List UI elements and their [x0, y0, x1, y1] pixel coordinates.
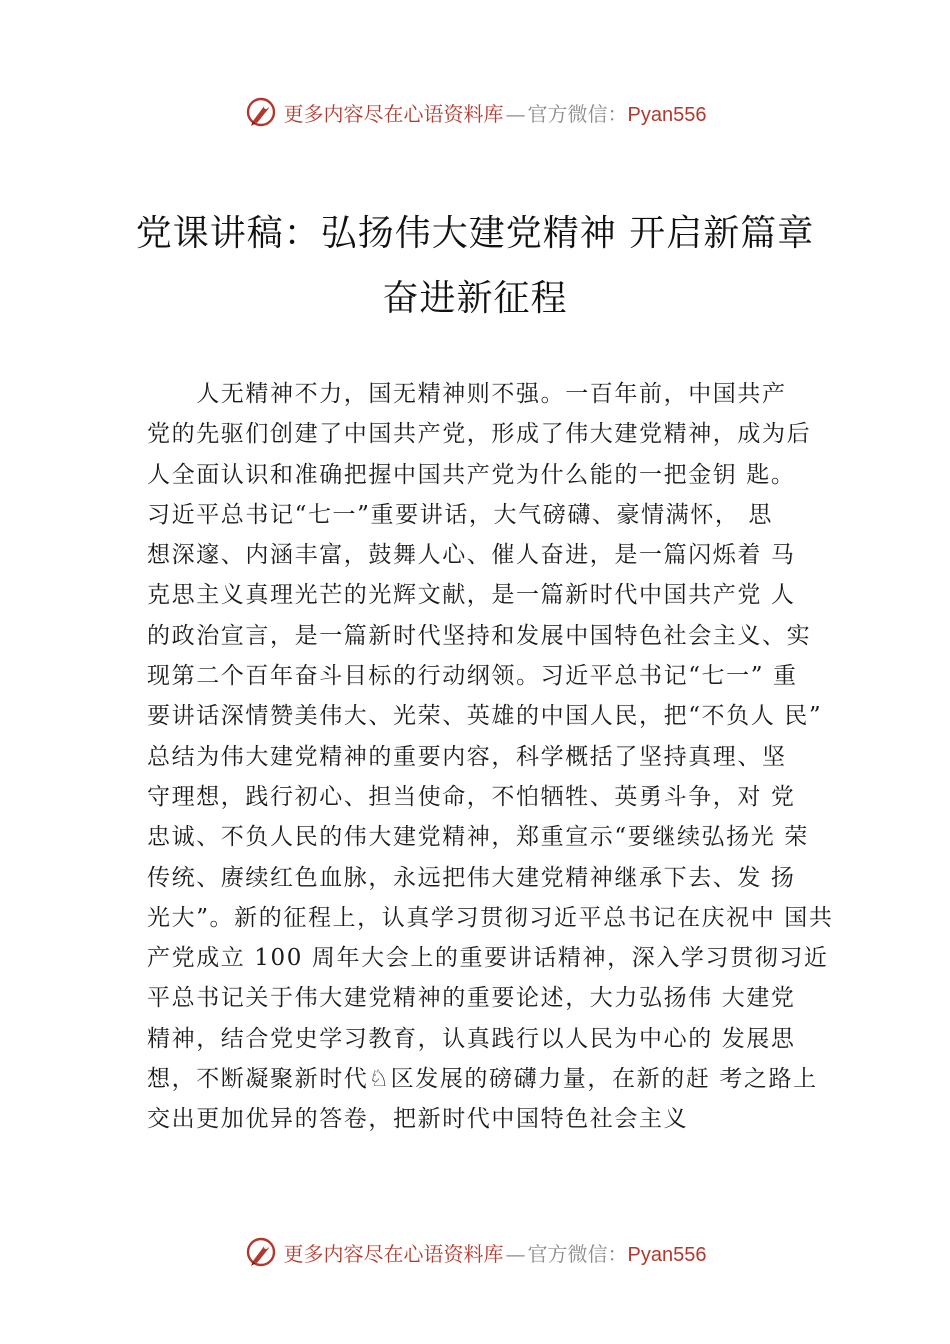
watermark-channel-label: 官方微信： [527, 101, 628, 126]
body-line: 人无精神不力，国无精神则不强。一百年前，中国共产 [147, 381, 787, 407]
header-watermark [0, 92, 950, 132]
body-line: 党的先驱们创建了中国共产党，形成了伟大建党精神，成为后 [147, 421, 812, 448]
watermark-brand: 更多内容尽在心语资料库 [283, 101, 504, 126]
body-line: 平总书记关于伟大建党精神的重要论述，大力弘扬伟 大建党 [147, 985, 796, 1012]
body-line: 忠诚、不负人民的伟大建党精神，郑重宣示“要继续弘扬光 荣 [147, 824, 809, 851]
pen-nib-logo-icon [244, 1235, 278, 1269]
body-line: 克思主义真理光芒的光辉文献，是一篇新时代中国共产党 人 [147, 582, 796, 609]
watermark-channel-id: Pyan556 [627, 1243, 707, 1266]
body-line: 精神，结合党史学习教育，认真践行以人民为中心的 发展思 [147, 1025, 796, 1052]
watermark-text [284, 1238, 707, 1267]
body-line: 习近平总书记“七一”重要讲话，大气磅礴、豪情满怀， 思 [147, 501, 774, 528]
body-line: 想深邃、内涵丰富，鼓舞人心、催人奋进，是一篇闪烁着 马 [147, 542, 796, 569]
watermark-brand: 更多内容尽在心语资料库 [283, 1241, 504, 1266]
watermark-channel-id: Pyan556 [627, 103, 707, 126]
body-line: 人全面认识和准确把握中国共产党为什么能的一把金钥 匙。 [147, 461, 796, 488]
footer-watermark [0, 1232, 950, 1272]
body-line: 守理想，践行初心、担当使命，不怕牺牲、英勇斗争，对 党 [147, 783, 796, 810]
body-line: 产党成立 100 周年大会上的重要讲话精神，深入学习贯彻习近 [147, 945, 829, 972]
watermark-text [284, 98, 707, 127]
document-title-line-2: 奋进新征程 [382, 278, 568, 319]
body-line: 光大”。新的征程上，认真学习贯彻习近平总书记在庆祝中 国共 [147, 904, 834, 931]
body-line: 总结为伟大建党精神的重要内容，科学概括了坚持真理、坚 [147, 743, 787, 770]
document-title-line-1: 党课讲稿：弘扬伟大建党精神 开启新篇章 [135, 213, 815, 254]
body-line: 想，不断凝聚新时代♘区发展的磅礴力量，在新的赶 考之路上 [147, 1066, 818, 1093]
document-body [147, 374, 837, 1140]
body-line: 现第二个百年奋斗目标的行动纲领。习近平总书记“七一” 重 [147, 663, 798, 690]
body-line: 传统、赓续红色血脉，永远把伟大建党精神继承下去、发 扬 [147, 864, 796, 891]
pen-nib-logo-icon [244, 95, 278, 129]
body-line: 要讲话深情赞美伟大、光荣、英雄的中国人民，把“不负人 民” [147, 703, 823, 730]
watermark-dash: — [505, 1241, 526, 1266]
body-line: 的政治宣言，是一篇新时代坚持和发展中国特色社会主义、实 [147, 622, 812, 649]
watermark-channel-label: 官方微信： [527, 1241, 628, 1266]
body-line: 交出更加优异的答卷，把新时代中国特色社会主义 [147, 1106, 689, 1133]
watermark-dash: — [505, 101, 526, 126]
